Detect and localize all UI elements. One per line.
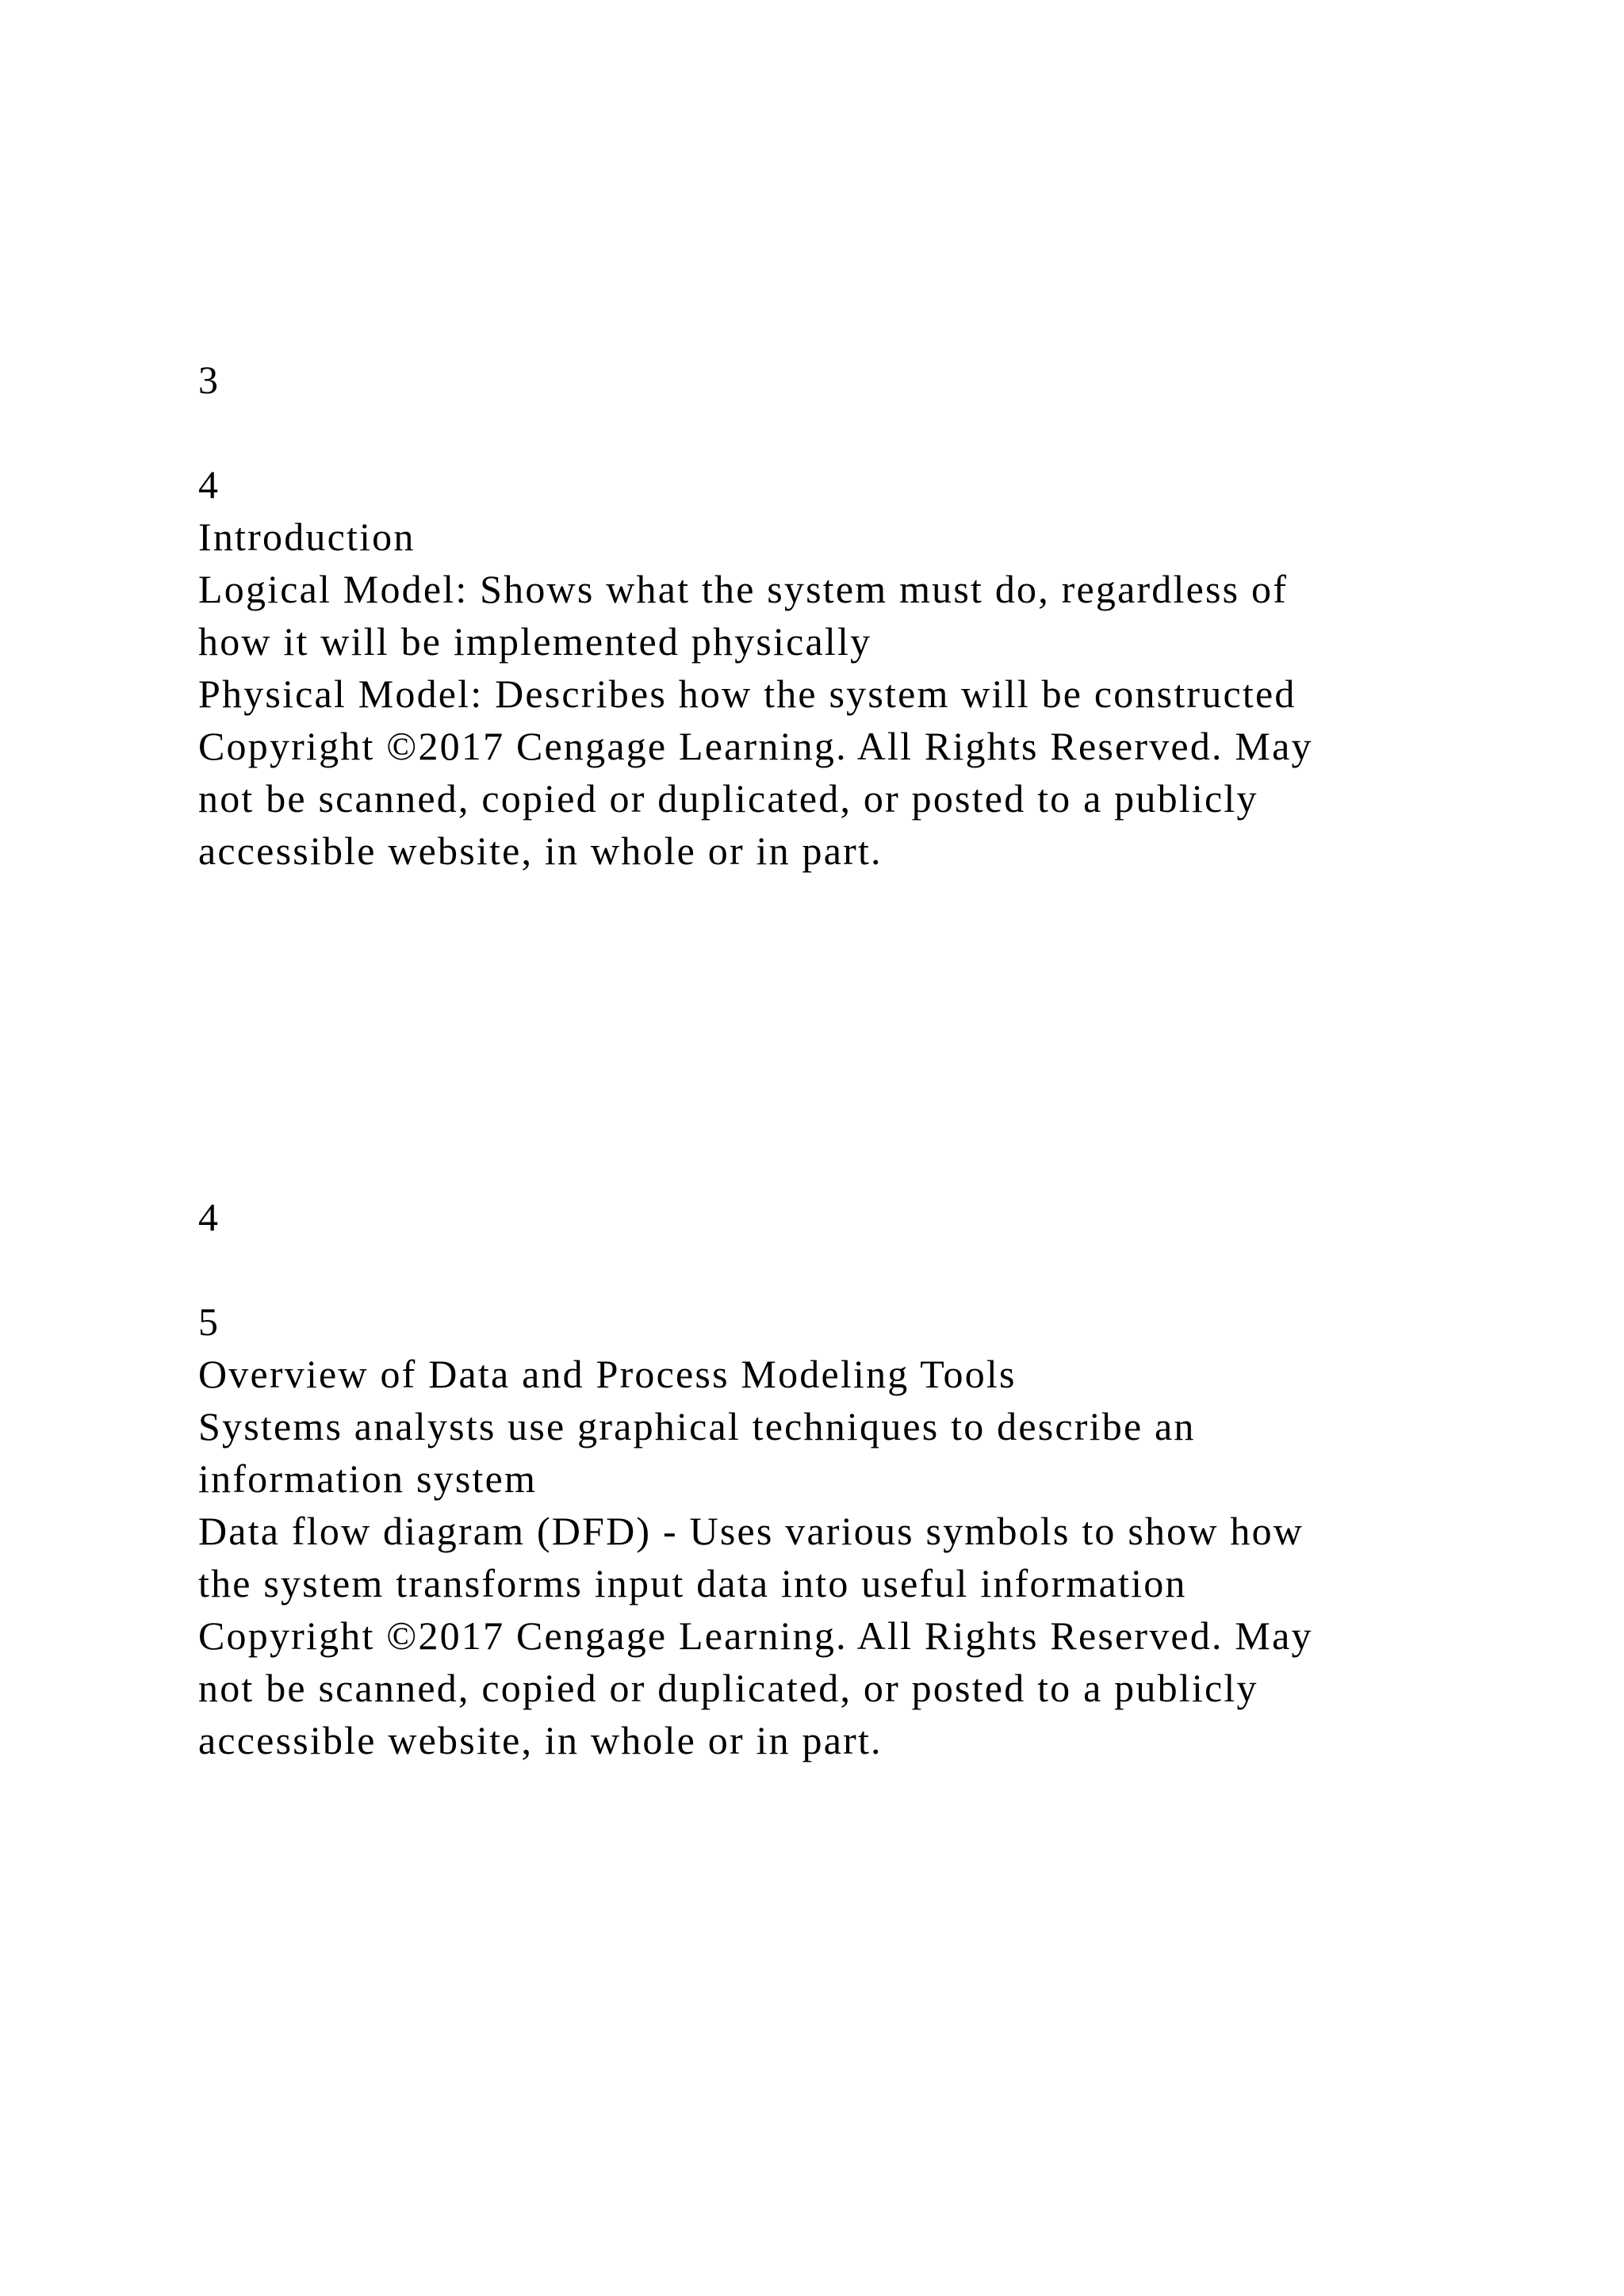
body-line: Physical Model: Describes how the system will be constructed <box>198 672 1297 716</box>
body-line: Logical Model: Shows what the system must do, regardless of <box>198 567 1289 611</box>
body-line: the system transforms input data into useful information <box>198 1561 1187 1605</box>
body-line: information system <box>198 1456 538 1501</box>
slide-number-end: 5 <box>198 1299 220 1344</box>
body-line: Data flow diagram (DFD) - Uses various symbols to show how <box>198 1509 1304 1553</box>
copyright-line: Copyright ©2017 Cengage Learning. All Rights Reserved. May <box>198 1613 1313 1658</box>
copyright-line: accessible website, in whole or in part. <box>198 828 883 873</box>
slide-number-start: 4 <box>198 1195 220 1239</box>
section-title: Introduction <box>198 515 416 559</box>
slide-number-end: 4 <box>198 462 220 507</box>
copyright-line: Copyright ©2017 Cengage Learning. All Rights Reserved. May <box>198 724 1313 768</box>
body-line: how it will be implemented physically <box>198 619 872 664</box>
copyright-line: not be scanned, copied or duplicated, or posted to a publicly <box>198 776 1258 821</box>
slide-number-start: 3 <box>198 358 220 402</box>
section-title: Overview of Data and Process Modeling Tools <box>198 1352 1017 1396</box>
copyright-line: accessible website, in whole or in part. <box>198 1718 883 1762</box>
body-line: Systems analysts use graphical techniques to describe an <box>198 1404 1196 1448</box>
copyright-line: not be scanned, copied or duplicated, or posted to a publicly <box>198 1666 1258 1710</box>
